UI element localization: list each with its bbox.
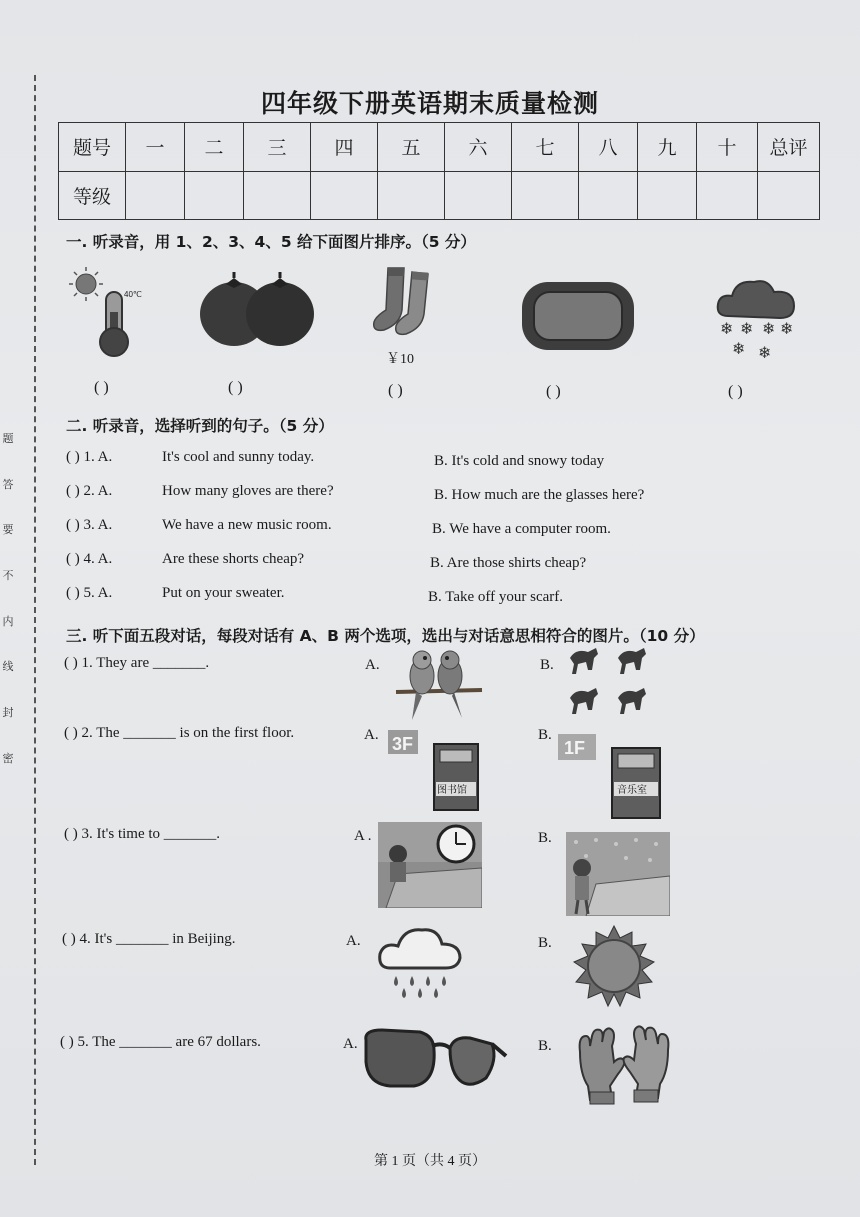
table-cell[interactable] <box>697 171 758 220</box>
answer-blank[interactable]: ( ) <box>388 382 403 399</box>
table-cell[interactable] <box>244 171 311 220</box>
option-a[interactable]: A . <box>354 828 372 844</box>
section-2-heading: 二. 听录音，选择听到的句子。（5 分） <box>66 417 334 435</box>
door-sign: 音乐室 <box>617 785 647 796</box>
answer-blank[interactable]: ( ) <box>228 379 243 396</box>
thermo-label: 40℃ <box>124 290 142 299</box>
option-a[interactable]: A. <box>365 657 380 673</box>
bedroom-girl-icon <box>566 832 670 916</box>
option-a[interactable]: A. <box>346 933 361 949</box>
seal-char: 线 <box>2 660 14 674</box>
option-b[interactable]: B. Are those shirts cheap? <box>430 555 587 571</box>
sunglasses-icon <box>362 1026 508 1092</box>
option-b[interactable]: B. We have a computer room. <box>432 521 611 537</box>
table-cell[interactable] <box>378 171 445 220</box>
option-a[interactable]: It's cool and sunny today. <box>162 449 315 465</box>
parrots-icon <box>392 646 484 724</box>
question-number: ( ) 5. A. <box>66 585 113 601</box>
gloves-icon <box>570 1022 678 1108</box>
svg-text:❄: ❄ <box>780 319 794 338</box>
table-cell: 四 <box>311 123 378 172</box>
table-cell[interactable] <box>185 171 244 220</box>
table-cell: 十 <box>697 123 758 172</box>
table-cell[interactable] <box>579 171 638 220</box>
option-a[interactable]: How many gloves are there? <box>162 483 334 499</box>
seal-char: 内 <box>2 614 14 628</box>
svg-text:❄: ❄ <box>758 343 772 362</box>
table-row <box>59 123 820 172</box>
question-number: ( ) 3. A. <box>66 517 113 533</box>
table-cell: 五 <box>378 123 445 172</box>
table-cell[interactable] <box>512 171 579 220</box>
page-title: 四年级下册英语期末质量检测 <box>260 89 599 118</box>
horses-icon <box>566 644 664 724</box>
question-number: ( ) 5. The _______ are 67 dollars. <box>60 1034 261 1050</box>
snow-cloud-icon <box>714 272 800 362</box>
svg-text:❄: ❄ <box>762 319 776 338</box>
option-a[interactable]: A. <box>364 727 379 743</box>
table-cell: 九 <box>638 123 697 172</box>
floor-label: 1F <box>564 738 586 758</box>
question-number: ( ) 4. It's _______ in Beijing. <box>62 931 236 947</box>
seal-char: 要 <box>2 523 14 537</box>
price-label: ￥10 <box>386 352 414 367</box>
section-1-heading: 一. 听录音，用 1、2、3、4、5 给下面图片排序。（5 分） <box>66 233 476 251</box>
svg-text:❄: ❄ <box>720 319 734 338</box>
table-cell: 七 <box>512 123 579 172</box>
svg-text:❄: ❄ <box>740 319 754 338</box>
question-number: ( ) 3. It's time to _______. <box>64 826 221 842</box>
rug-icon <box>520 280 636 352</box>
option-b[interactable]: B. <box>538 935 552 951</box>
seal-char: 题 <box>2 432 14 445</box>
table-cell[interactable] <box>126 171 185 220</box>
table-cell: 总评 <box>758 123 820 172</box>
table-cell: 二 <box>185 123 244 172</box>
rain-cloud-icon <box>376 924 464 1000</box>
option-b[interactable]: B. <box>538 1038 552 1054</box>
wake-up-clock-icon <box>378 822 482 908</box>
seal-char: 封 <box>2 706 14 720</box>
option-a[interactable]: We have a new music room. <box>162 517 332 533</box>
table-cell: 八 <box>579 123 638 172</box>
question-number: ( ) 1. They are _______. <box>64 655 210 671</box>
score-table <box>58 122 820 220</box>
thermometer-sun-icon <box>66 264 156 360</box>
page-footer: 第 1 页（共 4 页） <box>374 1154 486 1169</box>
table-cell[interactable] <box>758 171 820 220</box>
table-cell[interactable] <box>638 171 697 220</box>
question-number: ( ) 2. A. <box>66 483 113 499</box>
library-door-icon <box>386 728 482 814</box>
option-b[interactable]: B. <box>538 830 552 846</box>
table-cell: 三 <box>244 123 311 172</box>
door-sign: 图书馆 <box>437 785 467 796</box>
table-cell: 题号 <box>59 123 126 172</box>
table-row <box>59 171 820 220</box>
table-cell[interactable] <box>445 171 512 220</box>
option-b[interactable]: B. It's cold and snowy today <box>434 453 605 469</box>
table-cell: 一 <box>126 123 185 172</box>
fold-dashed-line <box>34 75 36 1165</box>
tomatoes-icon <box>196 270 318 350</box>
table-cell[interactable] <box>311 171 378 220</box>
svg-text:❄: ❄ <box>732 339 746 358</box>
answer-blank[interactable]: ( ) <box>728 383 743 400</box>
question-number: ( ) 2. The _______ is on the first floor. <box>64 725 295 741</box>
answer-blank[interactable]: ( ) <box>546 383 561 400</box>
music-room-door-icon <box>556 732 666 820</box>
option-b[interactable]: B. Take off your scarf. <box>428 589 564 605</box>
seal-char: 不 <box>2 569 14 583</box>
question-number: ( ) 4. A. <box>66 551 113 567</box>
answer-blank[interactable]: ( ) <box>94 379 109 396</box>
section-3-heading: 三. 听下面五段对话，每段对话有 A、B 两个选项，选出与对话意思相符合的图片。（10 分） <box>66 627 705 645</box>
seal-char: 密 <box>2 751 14 765</box>
table-cell: 等级 <box>59 171 126 220</box>
floor-label: 3F <box>392 734 414 754</box>
sun-icon <box>566 924 662 1008</box>
seal-char: 答 <box>2 477 14 491</box>
option-b[interactable]: B. <box>538 727 552 743</box>
option-b[interactable]: B. <box>540 657 554 673</box>
question-number: ( ) 1. A. <box>66 449 113 465</box>
option-a[interactable]: Put on your sweater. <box>162 585 285 601</box>
table-cell: 六 <box>445 123 512 172</box>
socks-icon <box>366 262 446 342</box>
option-b[interactable]: B. How much are the glasses here? <box>434 487 645 503</box>
option-a[interactable]: Are these shorts cheap? <box>162 551 305 567</box>
option-a[interactable]: A. <box>343 1036 358 1052</box>
seal-line-note <box>0 430 16 796</box>
